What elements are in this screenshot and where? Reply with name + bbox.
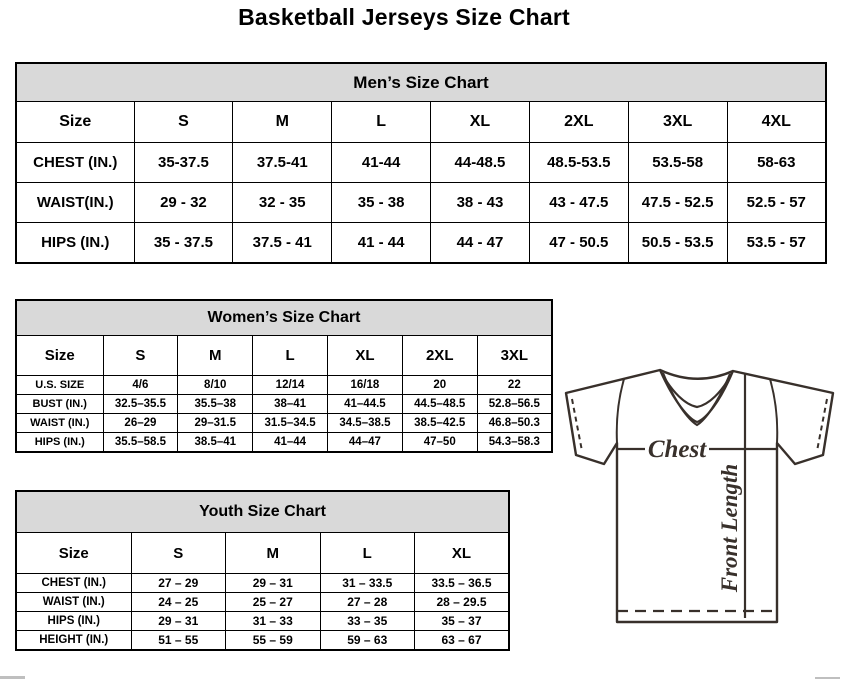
data-cell: 54.3–58.3 [477, 433, 552, 453]
data-cell: 38 - 43 [431, 183, 530, 223]
data-cell: 33 – 35 [320, 612, 415, 631]
data-cell: 38.5–41 [178, 433, 253, 453]
data-cell: 46.8–50.3 [477, 414, 552, 433]
table-row [16, 574, 509, 593]
data-cell: 47–50 [402, 433, 477, 453]
data-cell: 22 [477, 376, 552, 395]
data-cell: 8/10 [178, 376, 253, 395]
row-label: HIPS (IN.) [16, 433, 103, 453]
data-cell: 35.5–58.5 [103, 433, 178, 453]
data-cell: 47 - 50.5 [529, 223, 628, 264]
column-header: Size [16, 336, 103, 376]
data-cell: 29 - 32 [134, 183, 233, 223]
front-length-label: Front Length [717, 463, 742, 593]
row-label: WAIST (IN.) [16, 414, 103, 433]
table-row [16, 395, 552, 414]
data-cell: 24 – 25 [131, 593, 226, 612]
data-cell: 44-48.5 [431, 143, 530, 183]
data-cell: 52.5 - 57 [727, 183, 826, 223]
column-header: Size [16, 102, 134, 143]
column-header: XL [327, 336, 402, 376]
column-header: XL [431, 102, 530, 143]
column-header: 3XL [628, 102, 727, 143]
data-cell: 31 – 33 [226, 612, 321, 631]
data-cell: 41–44 [253, 433, 328, 453]
womens-size-table [15, 299, 553, 453]
row-label: CHEST (IN.) [16, 143, 134, 183]
jersey-measurement-diagram [556, 360, 843, 632]
column-header: Size [16, 533, 131, 574]
data-cell: 44 - 47 [431, 223, 530, 264]
data-cell: 26–29 [103, 414, 178, 433]
data-cell: 27 – 29 [131, 574, 226, 593]
row-label: HEIGHT (IN.) [16, 631, 131, 651]
data-cell: 28 – 29.5 [415, 593, 510, 612]
data-cell: 41–44.5 [327, 395, 402, 414]
data-cell: 35 - 38 [332, 183, 431, 223]
row-label: WAIST (IN.) [16, 593, 131, 612]
column-header: S [131, 533, 226, 574]
column-header: S [134, 102, 233, 143]
data-cell: 35-37.5 [134, 143, 233, 183]
data-cell: 12/14 [253, 376, 328, 395]
row-label: HIPS (IN.) [16, 223, 134, 264]
column-header: 3XL [477, 336, 552, 376]
data-cell: 63 – 67 [415, 631, 510, 651]
data-cell: 20 [402, 376, 477, 395]
data-cell: 35.5–38 [178, 395, 253, 414]
row-label: CHEST (IN.) [16, 574, 131, 593]
chest-label: Chest [647, 436, 707, 463]
data-cell: 50.5 - 53.5 [628, 223, 727, 264]
column-header: L [253, 336, 328, 376]
data-cell: 53.5 - 57 [727, 223, 826, 264]
data-cell: 38–41 [253, 395, 328, 414]
mens-size-table [15, 62, 827, 264]
data-cell: 31 – 33.5 [320, 574, 415, 593]
row-label: U.S. SIZE [16, 376, 103, 395]
data-cell: 51 – 55 [131, 631, 226, 651]
column-header: M [178, 336, 253, 376]
jersey-outline [566, 370, 833, 622]
data-cell: 58-63 [727, 143, 826, 183]
data-cell: 44–47 [327, 433, 402, 453]
data-cell: 35 – 37 [415, 612, 510, 631]
column-header: 4XL [727, 102, 826, 143]
data-cell: 29–31.5 [178, 414, 253, 433]
column-header: XL [415, 533, 510, 574]
table-row [16, 143, 826, 183]
table-row [16, 223, 826, 264]
column-header: M [226, 533, 321, 574]
row-label: WAIST(IN.) [16, 183, 134, 223]
data-cell: 44.5–48.5 [402, 395, 477, 414]
data-cell: 52.8–56.5 [477, 395, 552, 414]
column-header: S [103, 336, 178, 376]
data-cell: 47.5 - 52.5 [628, 183, 727, 223]
page-title: Basketball Jerseys Size Chart [238, 4, 570, 30]
table-row [16, 376, 552, 395]
left-armhole-seam [617, 379, 624, 443]
data-cell: 29 – 31 [226, 574, 321, 593]
column-header: M [233, 102, 332, 143]
table-row [16, 433, 552, 453]
data-cell: 41-44 [332, 143, 431, 183]
data-cell: 32.5–35.5 [103, 395, 178, 414]
data-cell: 25 – 27 [226, 593, 321, 612]
youth-size-table [15, 490, 510, 651]
table-title: Women’s Size Chart [16, 300, 552, 336]
data-cell: 37.5-41 [233, 143, 332, 183]
table-row [16, 631, 509, 651]
data-cell: 16/18 [327, 376, 402, 395]
data-cell: 59 – 63 [320, 631, 415, 651]
data-cell: 31.5–34.5 [253, 414, 328, 433]
data-cell: 55 – 59 [226, 631, 321, 651]
data-cell: 33.5 – 36.5 [415, 574, 510, 593]
data-cell: 53.5-58 [628, 143, 727, 183]
table-title: Men’s Size Chart [16, 63, 826, 102]
data-cell: 41 - 44 [332, 223, 431, 264]
table-row [16, 414, 552, 433]
data-cell: 43 - 47.5 [529, 183, 628, 223]
column-header: 2XL [529, 102, 628, 143]
row-label: BUST (IN.) [16, 395, 103, 414]
column-header: L [320, 533, 415, 574]
data-cell: 4/6 [103, 376, 178, 395]
data-cell: 38.5–42.5 [402, 414, 477, 433]
data-cell: 29 – 31 [131, 612, 226, 631]
table-row [16, 612, 509, 631]
data-cell: 37.5 - 41 [233, 223, 332, 264]
data-cell: 34.5–38.5 [327, 414, 402, 433]
row-label: HIPS (IN.) [16, 612, 131, 631]
data-cell: 35 - 37.5 [134, 223, 233, 264]
table-row [16, 593, 509, 612]
right-armhole-seam [770, 379, 777, 443]
table-row [16, 183, 826, 223]
table-title: Youth Size Chart [16, 491, 509, 533]
data-cell: 48.5-53.5 [529, 143, 628, 183]
data-cell: 27 – 28 [320, 593, 415, 612]
column-header: L [332, 102, 431, 143]
data-cell: 32 - 35 [233, 183, 332, 223]
column-header: 2XL [402, 336, 477, 376]
